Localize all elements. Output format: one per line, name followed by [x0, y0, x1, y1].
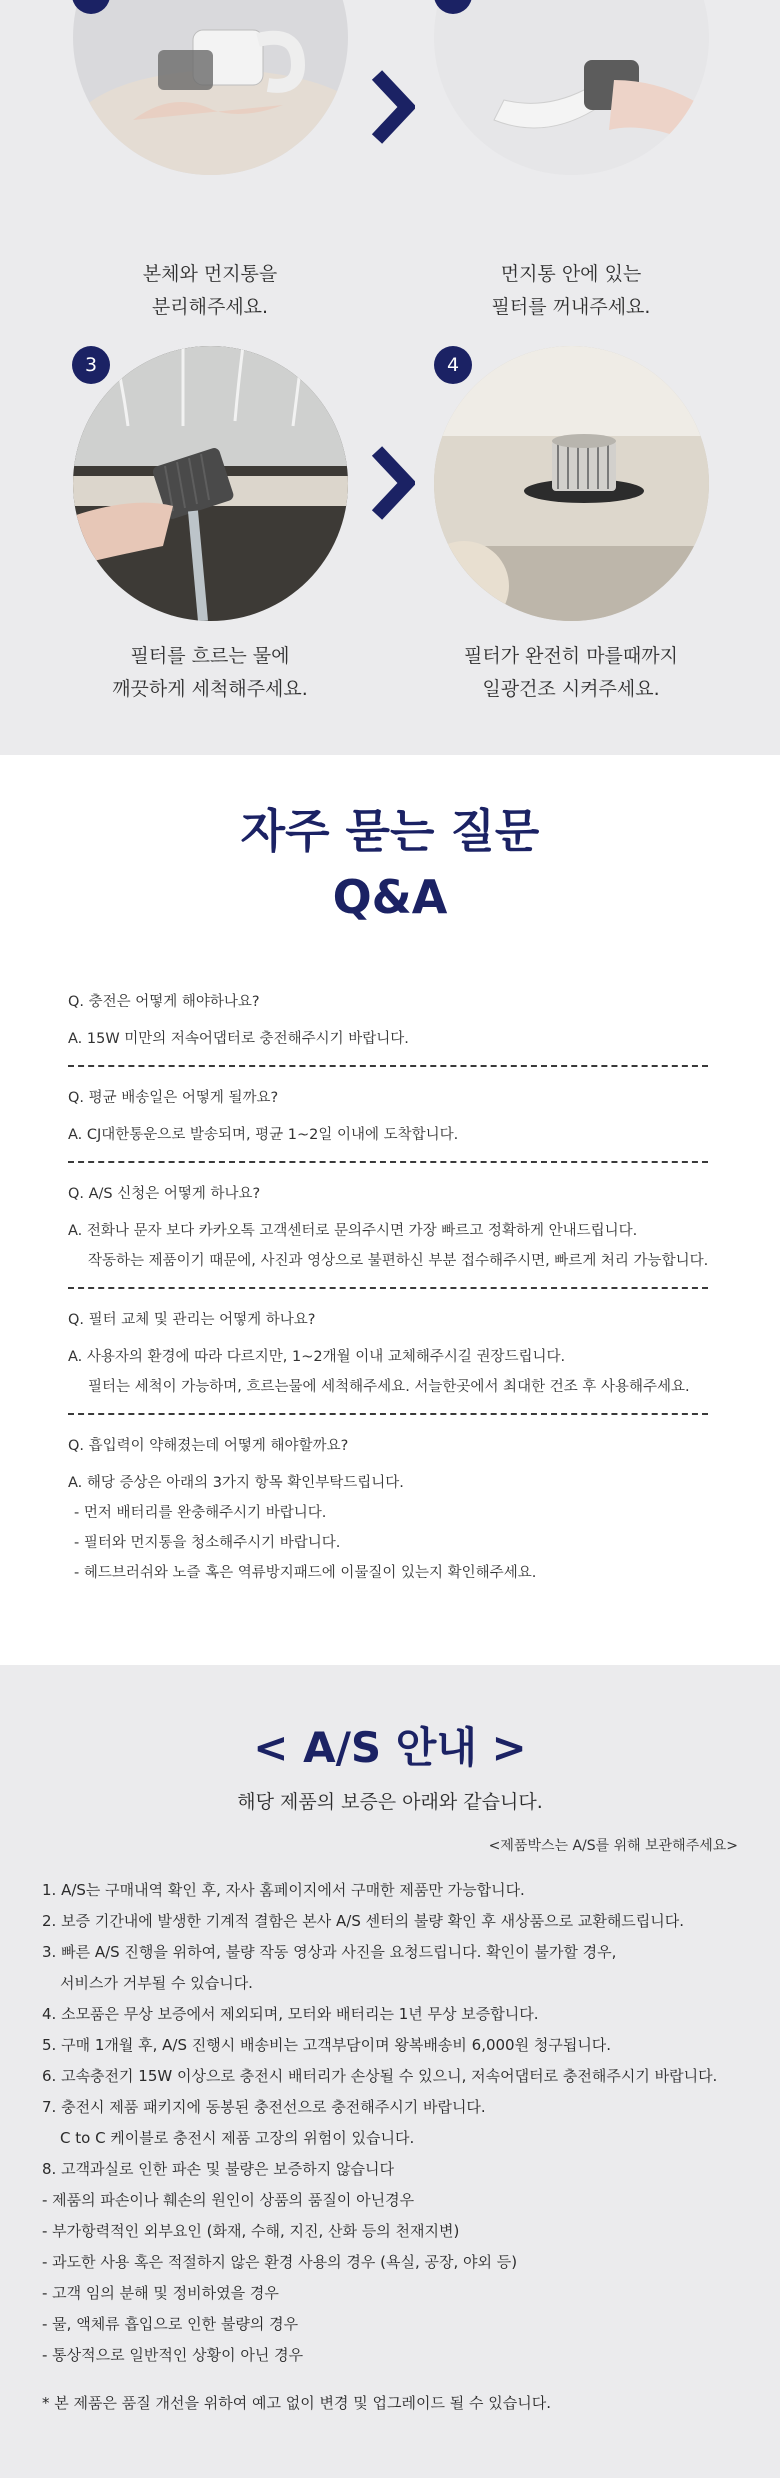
as-term-line: C to C 케이블로 충전시 제품 고장의 위험이 있습니다.: [60, 2129, 415, 2147]
as-term-line: 2. 보증 기간내에 발생한 기계적 결함은 본사 A/S 센터의 불량 확인 후 새상품으로 교환해드립니다.: [42, 1912, 685, 1930]
step4-caption: [421, 640, 721, 706]
step1-photo: [73, 0, 348, 175]
as-term-line: - 통상적으로 일반적인 상황이 아닌 경우: [42, 2346, 304, 2364]
faq-question: Q. A/S 신청은 어떻게 하나요?: [68, 1186, 261, 1202]
dashed-divider: [68, 1287, 708, 1289]
as-footnote: * 본 제품은 품질 개선을 위하여 예고 없이 변경 및 업그레이드 될 수 있습니다.: [42, 2394, 551, 2412]
as-term-line: 서비스가 거부될 수 있습니다.: [60, 1974, 253, 1992]
faq-answer-line: - 먼저 배터리를 완충해주시기 바랍니다.: [74, 1505, 327, 1521]
as-term-line: - 물, 액체류 흡입으로 인한 불량의 경우: [42, 2315, 299, 2333]
as-term-line: 3. 빠른 A/S 진행을 위하여, 불량 작동 영상과 사진을 요청드립니다. 확인이 불가할 경우,: [42, 1943, 617, 1961]
faq-answer-line: 필터는 세척이 가능하며, 흐르는물에 세척해주세요. 서늘한곳에서 최대한 건조 후 사용해주세요.: [88, 1379, 690, 1395]
faq-question: Q. 흡입력이 약해졌는데 어떻게 해야할까요?: [68, 1438, 349, 1454]
step4-caption-line1: 필터가 완전히 마를때까지: [464, 645, 678, 667]
faq-answer-line: - 필터와 먼지통을 청소해주시기 바랍니다.: [74, 1535, 341, 1551]
as-terms-list: [42, 1875, 762, 2371]
step3-number-badge: [72, 346, 110, 384]
as-guide-section: [0, 1665, 780, 2478]
faq-answer-line: A. 15W 미만의 저속어댑터로 충전해주시기 바랍니다.: [68, 1031, 409, 1047]
dashed-divider: [68, 1161, 708, 1163]
faq-answer: [68, 1342, 718, 1402]
step3-caption-line1: 필터를 흐르는 물에: [130, 645, 290, 667]
faq-answer: [68, 1468, 718, 1588]
faq-question: Q. 필터 교체 및 관리는 어떻게 하나요?: [68, 1312, 316, 1328]
step3-photo: [73, 346, 348, 621]
step1-caption-line1: 본체와 먼지통을: [142, 263, 278, 285]
step1-caption-line2: 분리해주세요.: [151, 296, 269, 318]
filter-cleaning-steps: [0, 0, 780, 755]
dashed-divider: [68, 1413, 708, 1415]
step3-caption-line2: 깨끗하게 세척해주세요.: [112, 678, 308, 700]
step2-photo: [434, 0, 709, 175]
chevron-right-icon: [369, 67, 415, 147]
as-term-line: - 고객 임의 분해 및 정비하였을 경우: [42, 2284, 279, 2302]
faq-answer: [68, 1120, 718, 1150]
as-term-line: - 과도한 사용 혹은 적절하지 않은 환경 사용의 경우 (욕실, 공장, 야외 등): [42, 2253, 518, 2271]
faq-answer: [68, 1216, 718, 1276]
step3-caption: [60, 640, 360, 706]
step4-caption-line2: 일광건조 시켜주세요.: [482, 678, 660, 700]
step1-illustration: [73, 0, 348, 175]
step4-photo: [434, 346, 709, 621]
as-subtitle: 해당 제품의 보증은 아래와 같습니다.: [237, 1791, 543, 1813]
faq-title: 자주 묻는 질문: [240, 804, 540, 858]
as-term-line: 1. A/S는 구매내역 확인 후, 자사 홈페이지에서 구매한 제품만 가능합니다.: [42, 1881, 525, 1899]
faq-answer-line: A. CJ대한통운으로 발송되며, 평균 1~2일 이내에 도착합니다.: [68, 1127, 459, 1143]
faq-question: Q. 충전은 어떻게 해야하나요?: [68, 994, 260, 1010]
step4-number: 4: [446, 354, 460, 376]
as-term-line: 7. 충전시 제품 패키지에 동봉된 충전선으로 충전해주시기 바랍니다.: [42, 2098, 486, 2116]
faq-answer-line: 작동하는 제품이기 때문에, 사진과 영상으로 불편하신 부분 접수해주시면, 빠르게 처리 가능합니다.: [88, 1253, 709, 1269]
chevron-right-icon: [369, 443, 415, 523]
faq-item: [68, 990, 718, 1054]
faq-item: [68, 1434, 718, 1588]
faq-item: [68, 1182, 718, 1276]
faq-answer-line: A. 해당 증상은 아래의 3가지 항목 확인부탁드립니다.: [68, 1475, 404, 1491]
faq-answer: [68, 1024, 718, 1054]
faq-section: [0, 755, 780, 1665]
step3-number: 3: [84, 354, 98, 376]
step2-illustration: [434, 0, 709, 175]
step4-illustration: [434, 346, 709, 621]
as-term-line: 5. 구매 1개월 후, A/S 진행시 배송비는 고객부담이며 왕복배송비 6,000원 청구됩니다.: [42, 2036, 612, 2054]
step1-caption: [60, 258, 360, 324]
as-term-line: - 제품의 파손이나 훼손의 원인이 상품의 품질이 아닌경우: [42, 2191, 415, 2209]
faq-list: [68, 990, 718, 1588]
step4-number-badge: [434, 346, 472, 384]
as-term-line: - 부가항력적인 외부요인 (화재, 수해, 지진, 산화 등의 천재지변): [42, 2222, 460, 2240]
as-title: < A/S 안내 >: [253, 1723, 527, 1772]
step2-caption-line2: 필터를 꺼내주세요.: [491, 296, 651, 318]
as-box-note: <제품박스는 A/S를 위해 보관해주세요>: [488, 1838, 738, 1854]
as-term-line: 4. 소모품은 무상 보증에서 제외되며, 모터와 배터리는 1년 무상 보증합니다.: [42, 2005, 539, 2023]
faq-item: [68, 1086, 718, 1150]
faq-answer-line: A. 사용자의 환경에 따라 다르지만, 1~2개월 이내 교체해주시길 권장드립니다.: [68, 1349, 566, 1365]
step3-illustration: [73, 346, 348, 621]
as-term-line: 6. 고속충전기 15W 이상으로 충전시 배터리가 손상될 수 있으니, 저속어댑터로 충전해주시기 바랍니다.: [42, 2067, 718, 2085]
as-term-line: 8. 고객과실로 인한 파손 및 불량은 보증하지 않습니다: [42, 2160, 394, 2178]
faq-answer-line: - 헤드브러쉬와 노즐 혹은 역류방지패드에 이물질이 있는지 확인해주세요.: [74, 1565, 537, 1581]
dashed-divider: [68, 1065, 708, 1067]
faq-subtitle: Q&A: [332, 870, 448, 924]
step2-caption-line1: 먼지통 안에 있는: [500, 263, 642, 285]
step2-caption: [421, 258, 721, 324]
faq-item: [68, 1308, 718, 1402]
faq-question: Q. 평균 배송일은 어떻게 될까요?: [68, 1090, 279, 1106]
faq-answer-line: A. 전화나 문자 보다 카카오톡 고객센터로 문의주시면 가장 빠르고 정확하게 안내드립니다.: [68, 1223, 638, 1239]
